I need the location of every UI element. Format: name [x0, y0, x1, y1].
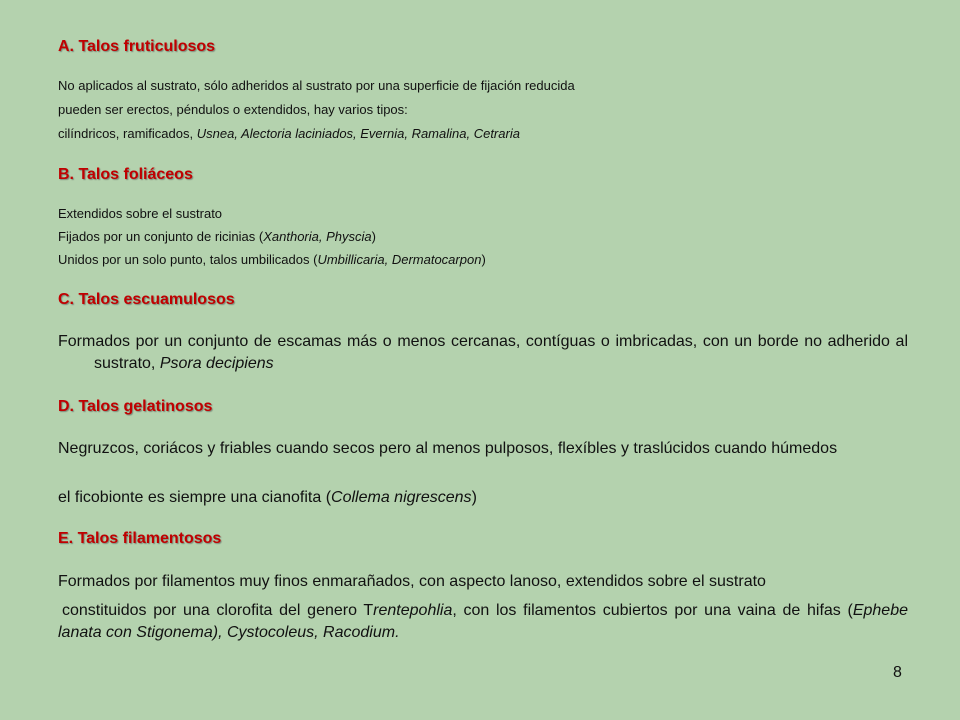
text-e-paragraph2 — [58, 600, 908, 644]
text-d-para2-species: Collema nigrescens — [331, 489, 472, 506]
text-e-para2-mid: , con los filamentos cubiertos por una vaina de hifas ( — [452, 602, 853, 619]
text-b-line3-species: Umbillicaria, Dermatocarpon — [317, 252, 482, 267]
text-a-line2: pueden ser erectos, péndulos o extendidos, hay varios tipos: — [58, 102, 408, 117]
text-a-line1: No aplicados al sustrato, sólo adheridos al sustrato por una superficie de fijación reducida — [58, 78, 575, 93]
heading-talos-gelatinosos: D. Talos gelatinosos — [58, 398, 213, 415]
text-b-line2 — [58, 229, 376, 245]
text-b-line2-suffix: ) — [371, 229, 376, 244]
text-d-para2-suffix: ) — [471, 489, 477, 506]
text-d-paragraph2 — [58, 487, 908, 509]
text-b-line2-prefix: Fijados por un conjunto de ricinias ( — [58, 229, 264, 244]
text-b-line1: Extendidos sobre el sustrato — [58, 206, 223, 221]
text-b-line3 — [58, 252, 486, 268]
text-e-paragraph1: Formados por filamentos muy finos enmarañados, con aspecto lanoso, extendidos sobre el sustrato — [58, 573, 766, 590]
page-number: 8 — [893, 664, 902, 681]
text-c-prefix: Formados por un conjunto de escamas más o menos cercanas, contíguas o imbricadas, con un borde no adherido al sustrato, — [58, 333, 908, 372]
text-c-species: Psora decipiens — [159, 355, 274, 372]
heading-talos-fruticulosos: A. Talos fruticulosos — [58, 38, 216, 55]
text-e-para2-prefix: constituidos por una clorofita del genero T — [62, 602, 374, 619]
text-b-line3-prefix: Unidos por un solo punto, talos umbilicados ( — [58, 252, 318, 267]
text-d-para2-prefix: el ficobionte es siempre una cianofita ( — [58, 489, 332, 506]
heading-talos-filamentosos: E. Talos filamentosos — [58, 530, 222, 547]
text-e-para2-genus: rentepohlia — [373, 602, 453, 619]
text-a-line3-species: Usnea, Alectoria laciniados, Evernia, Ramalina, Cetraria — [196, 126, 520, 141]
heading-talos-escuamulosos: C. Talos escuamulosos — [58, 291, 235, 308]
text-a-line3-prefix: cilíndricos, ramificados, — [58, 126, 197, 141]
text-b-line3-suffix: ) — [481, 252, 486, 267]
text-a-line3 — [58, 126, 520, 142]
text-c-paragraph — [58, 331, 908, 375]
heading-talos-foliaceos: B. Talos foliáceos — [58, 166, 193, 183]
text-b-line2-species: Xanthoria, Physcia — [263, 229, 372, 244]
text-d-paragraph1: Negruzcos, coriácos y friables cuando secos pero al menos pulposos, flexíbles y traslúcidos cuando húmedos — [58, 440, 838, 457]
text-e-para2-species: Ephebe lanata con Stigonema), Cystocoleus, Racodium. — [58, 602, 908, 641]
